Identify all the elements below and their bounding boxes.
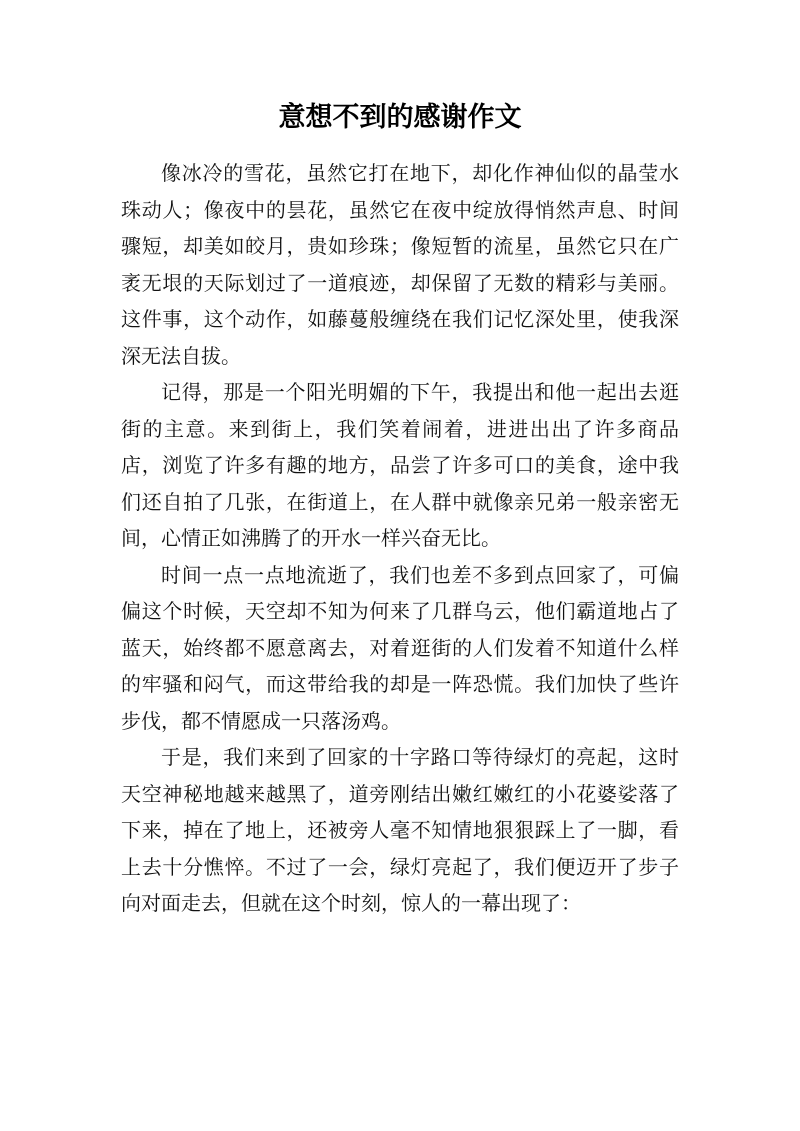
document-body bbox=[121, 155, 679, 922]
paragraph: 于是，我们来到了回家的十字路口等待绿灯的亮起，这时天空神秘地越来越黑了，道旁刚结出嫩红嫩红的小花婆娑落了下来，掉在了地上，还被旁人毫不知情地狠狠踩上了一脚，看上去十分憔悴。不过了一会，绿灯亮起了，我们便迈开了步子向对面走去，但就在这个时刻，惊人的一幕出现了： bbox=[121, 745, 679, 915]
document-title: 意想不到的感谢作文 bbox=[278, 102, 522, 133]
paragraph: 像冰冷的雪花，虽然它打在地下，却化作神仙似的晶莹水珠动人；像夜中的昙花，虽然它在夜中绽放得悄然声息、时间骤短，却美如皎月，贵如珍珠；像短暂的流星，虽然它只在广袤无垠的天际划过了一道痕迹，却保留了无数的精彩与美丽。这件事，这个动作，如藤蔓般缠绕在我们记忆深处里，使我深深无法自拔。 bbox=[121, 161, 679, 368]
paragraph: 时间一点一点地流逝了，我们也差不多到点回家了，可偏偏这个时候，天空却不知为何来了几群乌云，他们霸道地占了蓝天，始终都不愿意离去，对着逛街的人们发着不知道什么样的牢骚和闷气，而这带给我的却是一阵恐慌。我们加快了些许步伐，都不情愿成一只落汤鸡。 bbox=[121, 562, 679, 733]
paragraph: 记得，那是一个阳光明媚的下午，我提出和他一起出去逛街的主意。来到街上，我们笑着闹着，进进出出了许多商品店，浏览了许多有趣的地方，品尝了许多可口的美食，途中我们还自拍了几张，在街道上，在人群中就像亲兄弟一般亲密无间，心情正如沸腾了的开水一样兴奋无比。 bbox=[121, 380, 679, 550]
